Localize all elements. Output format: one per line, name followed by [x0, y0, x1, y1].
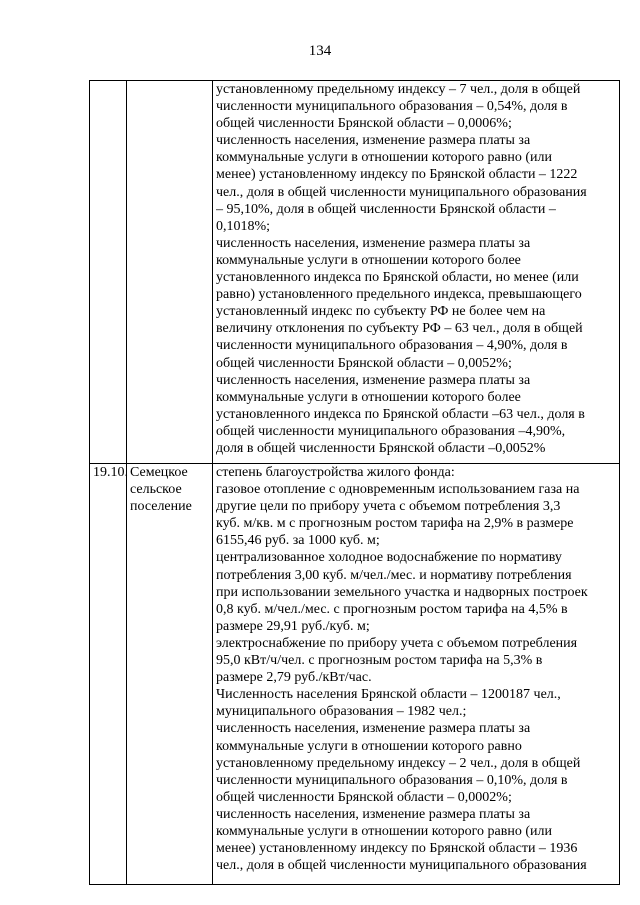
- text-line: размере 2,79 руб./кВт/час.: [216, 670, 372, 686]
- text-line: менее) установленному индексу по Брянской области – 1222: [216, 167, 578, 183]
- text-line: общей численности Брянской области – 0,0006%;: [216, 116, 512, 132]
- text-line: куб. м/кв. м с прогнозным ростом тарифа на 2,9% в размере: [216, 516, 574, 532]
- text-line: коммунальные услуги в отношении которого равно (или: [216, 823, 552, 839]
- text-line: – 95,10%, доля в общей численности Брянской области –: [216, 201, 556, 217]
- text-line: степень благоустройства жилого фонда:: [216, 465, 455, 480]
- name-line: Семецкое: [130, 465, 188, 480]
- page-number: 134: [308, 43, 332, 59]
- text-line: коммунальные услуги в отношении которого равно: [216, 738, 522, 754]
- municipality-name-cell: [127, 81, 213, 464]
- table-row: [90, 464, 620, 885]
- text-line: установленного индекса по Брянской области –63 чел., доля в: [216, 406, 585, 422]
- text-line: газовое отопление с одновременным использованием газа на: [216, 482, 580, 498]
- text-line: размере 29,91 руб./куб. м;: [216, 618, 370, 634]
- text-line: численности муниципального образования – 0,54%, доля в: [216, 99, 568, 115]
- text-line: общей численности муниципального образования –4,90%,: [216, 423, 566, 439]
- text-line: численности муниципального образования – 0,10%, доля в: [216, 772, 568, 788]
- text-line: величину отклонения по субъекту РФ – 63 чел., доля в общей: [216, 321, 583, 337]
- text-line: потребления 3,00 куб. м/чел./мес. и нормативу потребления: [216, 567, 572, 583]
- text-line: установленному предельному индексу – 7 чел., доля в общей: [216, 82, 581, 97]
- text-line: численность населения, изменение размера платы за: [216, 133, 531, 149]
- text-line: менее) установленному индексу по Брянской области – 1936: [216, 841, 578, 857]
- text-line: электроснабжение по прибору учета с объемом потребления: [216, 635, 578, 651]
- name-line: поселение: [130, 499, 192, 515]
- text-line: установленному предельному индексу – 2 чел., доля в общей: [216, 755, 581, 771]
- text-line: коммунальные услуги в отношении которого равно (или: [216, 150, 552, 166]
- text-line: численность населения, изменение размера платы за: [216, 721, 531, 737]
- text-line: чел., доля в общей численности муниципального образования: [216, 858, 587, 874]
- text-line: 0,8 куб. м/чел./мес. с прогнозным ростом тарифа на 4,5% в: [216, 601, 568, 617]
- municipality-name-cell: [127, 464, 213, 885]
- text-line: общей численности Брянской области – 0,0052%;: [216, 355, 512, 371]
- row-number-cell: 19.10.: [90, 464, 127, 885]
- text-line: численность населения, изменение размера платы за: [216, 806, 531, 822]
- text-line: 0,1018%;: [216, 218, 271, 234]
- text-line: коммунальные услуги в отношении которого более: [216, 389, 521, 405]
- row-text-cell: [213, 81, 620, 464]
- text-line: общей численности Брянской области – 0,0002%;: [216, 789, 512, 805]
- text-line: 95,0 кВт/ч/чел. с прогнозным ростом тарифа на 5,3% в: [216, 653, 543, 669]
- row-number-cell: [90, 81, 127, 464]
- table-row: [90, 81, 620, 464]
- name-line: сельское: [130, 482, 182, 498]
- text-line: 6155,46 руб. за 1000 куб. м;: [216, 533, 380, 549]
- text-line: численности муниципального образования – 4,90%, доля в: [216, 338, 568, 354]
- text-line: доля в общей численности Брянской области –0,0052%: [216, 440, 546, 456]
- text-line: другие цели по прибору учета с объемом потребления 3,3: [216, 499, 561, 515]
- text-line: численность населения, изменение размера платы за: [216, 372, 531, 388]
- text-line: равно) установленного предельного индекса, превышающего: [216, 287, 582, 303]
- text-line: коммунальные услуги в отношении которого более: [216, 252, 521, 268]
- text-line: Численность населения Брянской области – 1200187 чел.,: [216, 687, 561, 703]
- text-line: муниципального образования – 1982 чел.;: [216, 704, 467, 720]
- text-line: при использовании земельного участка и надворных построек: [216, 584, 588, 600]
- row-text-cell: [213, 464, 620, 885]
- text-line: установленного индекса по Брянской области, но менее (или: [216, 270, 579, 286]
- data-table: [89, 80, 620, 885]
- text-line: чел., доля в общей численности муниципального образования: [216, 184, 587, 200]
- text-line: установленный индекс по субъекту РФ не более чем на: [216, 304, 546, 320]
- text-line: численность населения, изменение размера платы за: [216, 235, 531, 251]
- text-line: централизованное холодное водоснабжение по нормативу: [216, 550, 562, 566]
